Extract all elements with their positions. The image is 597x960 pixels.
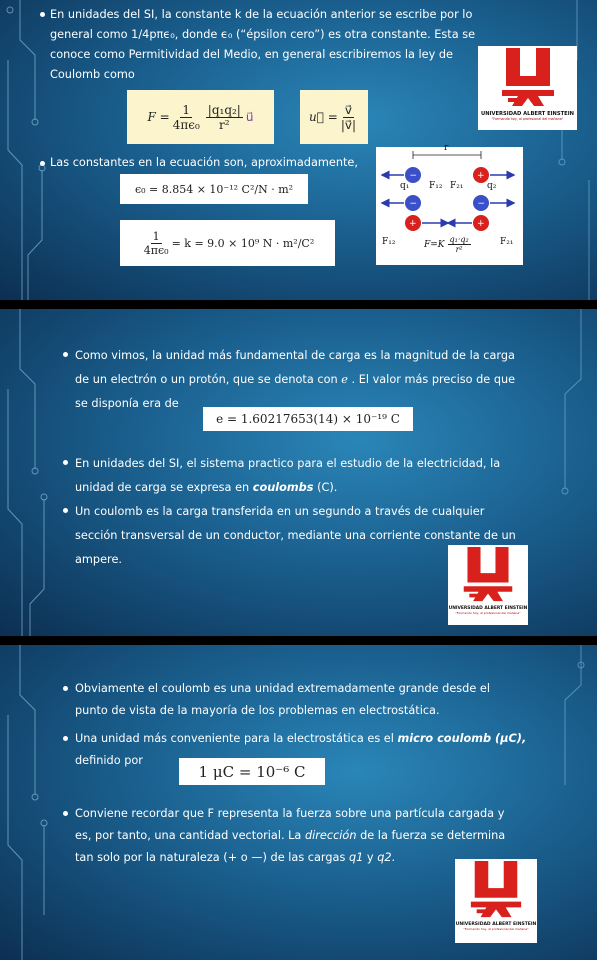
diagram-label-q2: q₂ bbox=[487, 181, 497, 191]
ua-logo-icon bbox=[460, 545, 516, 605]
logo-title: UNIVERSIDAD ALBERT EINSTEIN bbox=[455, 922, 537, 927]
text-line: es, por tanto, una cantidad vectorial. La dirección de la fuerza se determina bbox=[75, 829, 506, 842]
text-line: de un electrón o un protón, que se denota con ℯ . El valor más preciso de que bbox=[75, 373, 516, 386]
bullet bbox=[63, 811, 68, 816]
university-logo bbox=[455, 859, 537, 943]
bullet bbox=[63, 352, 68, 357]
text-line: En unidades del SI, el sistema practico para el estudio de la electricidad, la bbox=[75, 457, 501, 470]
coulomb-law-equation bbox=[127, 90, 274, 144]
text-line: sección transversal de un conductor, mediante una corriente constante de un bbox=[75, 529, 516, 542]
eq-vector: u⃗ bbox=[245, 110, 254, 124]
diagram-label-q1: q₁ bbox=[400, 181, 410, 191]
eq-fraction bbox=[144, 230, 169, 257]
eq-fraction bbox=[206, 103, 243, 132]
eq-num: |q₁q₂| bbox=[207, 102, 241, 117]
eq-lhs: F = bbox=[147, 110, 170, 124]
text-line: Como vimos, la unidad más fundamental de carga es la magnitud de la carga bbox=[75, 349, 515, 362]
text-line: definido por bbox=[75, 754, 143, 767]
emphasis: coulombs bbox=[252, 481, 314, 494]
text-line: Un coulomb es la carga transferida en un segundo a través de cualquier bbox=[75, 505, 485, 518]
logo-title: UNIVERSIDAD ALBERT EINSTEIN bbox=[481, 111, 574, 117]
svg-text:+: + bbox=[409, 219, 417, 229]
university-logo bbox=[448, 545, 528, 625]
circuit-decoration bbox=[0, 645, 60, 960]
text-line: ampere. bbox=[75, 553, 122, 566]
slide-3 bbox=[0, 645, 597, 960]
electron-charge-equation bbox=[203, 407, 413, 431]
slide-2 bbox=[0, 309, 597, 636]
text-line: se disponía era de bbox=[75, 397, 179, 410]
slide2-paragraph-2 bbox=[75, 452, 555, 500]
ua-logo-icon bbox=[498, 46, 558, 110]
circuit-decoration bbox=[0, 309, 60, 636]
bullet bbox=[63, 508, 68, 513]
text-line: Una unidad más conveniente para la electrostática es el micro coulomb (μC), bbox=[75, 732, 527, 745]
diagram-label-f21-bottom: F₂₁ bbox=[500, 237, 514, 247]
text-line: Conviene recordar que F representa la fuerza sobre una partícula cargada y bbox=[75, 807, 505, 820]
bullet bbox=[63, 460, 68, 465]
slide2-paragraph-1 bbox=[75, 344, 555, 416]
eq-den: r² bbox=[219, 117, 230, 132]
eq-text: e = 1.60217653(14) × 10⁻¹⁹ C bbox=[216, 412, 400, 426]
text-line: En unidades del SI, la constante k de la ecuación anterior se escribe por lo bbox=[50, 8, 473, 21]
formula-fraction bbox=[448, 235, 471, 254]
logo-subtitle: "Formando hoy, al profesional del mañana" bbox=[455, 611, 521, 615]
eq-text: 1 μC = 10⁻⁶ C bbox=[198, 762, 306, 781]
logo-subtitle: "Formando hoy, al profesional del mañana" bbox=[491, 117, 564, 121]
eq-text: ϵ₀ = 8.854 × 10⁻¹² C²/N · m² bbox=[134, 182, 294, 196]
eq-fraction bbox=[341, 103, 356, 132]
text-line: conoce como Permitividad del Medio, en general escribiremos la ley de bbox=[50, 48, 453, 61]
university-logo bbox=[478, 46, 577, 130]
svg-text:+: + bbox=[477, 219, 485, 229]
unit-vector-equation bbox=[300, 90, 368, 144]
k-constant-equation bbox=[120, 220, 335, 266]
charges-diagram bbox=[376, 143, 523, 265]
text-line: general como 1/4pπϵ₀, donde ϵ₀ (“épsilon cero”) es otra constante. Esta se bbox=[50, 28, 476, 41]
formula-num: q₁·q₂ bbox=[449, 235, 469, 244]
logo-title: UNIVERSIDAD ALBERT EINSTEIN bbox=[448, 606, 528, 611]
eq-lhs: u⃗ = bbox=[309, 110, 338, 124]
svg-text:−: − bbox=[409, 199, 418, 209]
eq-text: = k = 9.0 × 10⁹ N · m²/C² bbox=[171, 236, 315, 250]
eq-den: 4πϵ₀ bbox=[143, 243, 169, 257]
svg-text:−: − bbox=[477, 199, 486, 209]
bullet bbox=[40, 12, 45, 17]
slide-1 bbox=[0, 0, 597, 300]
bullet bbox=[63, 686, 68, 691]
diagram-label-f21: F₂₁ bbox=[450, 181, 464, 191]
diagram-label-f12: F₁₂ bbox=[429, 181, 443, 191]
formula-lhs: F=K bbox=[424, 239, 445, 250]
ua-logo-icon bbox=[467, 859, 525, 921]
eq-fraction bbox=[173, 103, 200, 132]
text-line: Coulomb como bbox=[50, 68, 135, 81]
slide1-paragraph-2: Las constantes en la ecuación son, aproximadamente, bbox=[50, 156, 358, 169]
svg-text:−: − bbox=[409, 171, 418, 181]
microcoulomb-equation bbox=[179, 758, 325, 785]
epsilon-zero-equation bbox=[120, 174, 308, 204]
eq-num: v⃗ bbox=[344, 102, 352, 117]
text-line: tan solo por la naturaleza (+ o —) de las cargas q1 y q2. bbox=[75, 851, 396, 864]
svg-text:+: + bbox=[477, 171, 485, 181]
text-line: punto de vista de la mayoría de los problemas en electrostática. bbox=[75, 704, 440, 717]
bullet bbox=[63, 736, 68, 741]
eq-num: 1 bbox=[182, 102, 191, 117]
circuit-decoration-right bbox=[537, 0, 597, 300]
diagram-formula bbox=[424, 235, 474, 254]
diagram-label-r: r bbox=[444, 143, 449, 153]
logo-subtitle: "Formando hoy, al profesional del mañana" bbox=[463, 927, 529, 931]
text-line: unidad de carga se expresa en coulombs (C). bbox=[75, 481, 338, 494]
bullet bbox=[40, 161, 45, 166]
slide1-paragraph-1 bbox=[50, 5, 510, 85]
text-line: Obviamente el coulomb es una unidad extremadamente grande desde el bbox=[75, 682, 490, 695]
formula-den: r² bbox=[455, 245, 463, 254]
eq-den: |v⃗| bbox=[340, 117, 356, 132]
slide3-paragraph-1 bbox=[75, 678, 555, 722]
diagram-label-f12-bottom: F₁₂ bbox=[382, 237, 396, 247]
eq-den: 4πϵ₀ bbox=[172, 117, 200, 132]
eq-num: 1 bbox=[152, 229, 160, 243]
